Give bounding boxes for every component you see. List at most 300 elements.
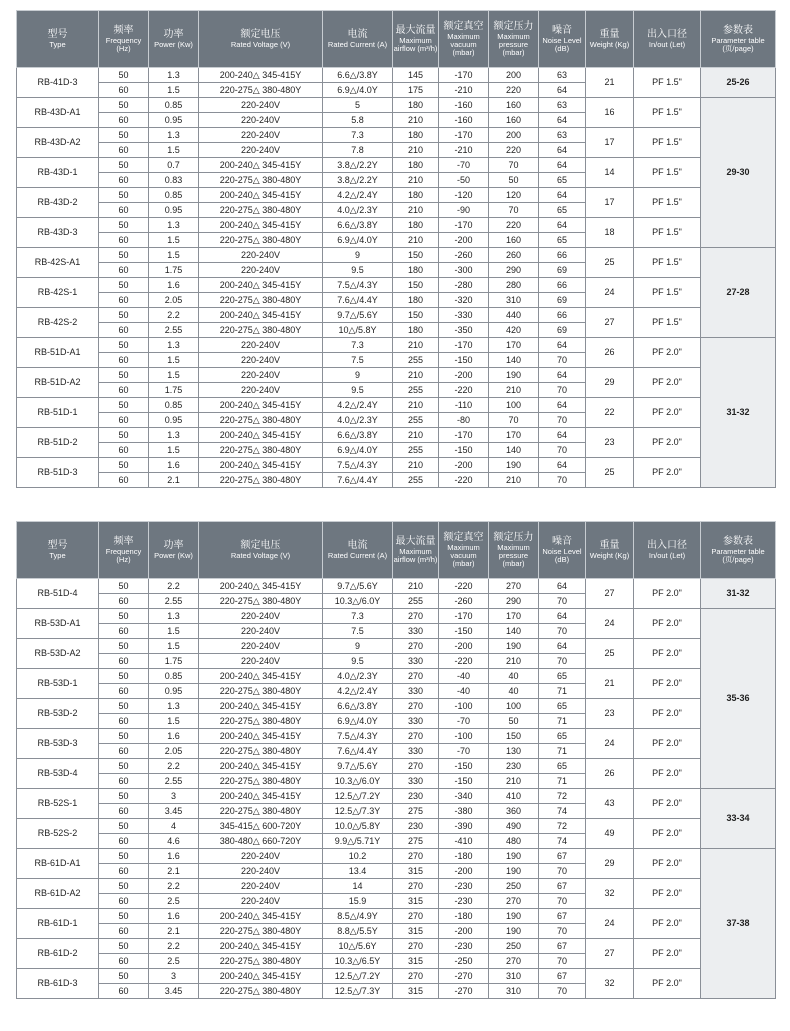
port-cell: PF 2.0" (634, 699, 701, 729)
pressure-cell: 160 (489, 113, 539, 128)
pressure-cell: 220 (489, 143, 539, 158)
freq-cell: 60 (99, 143, 149, 158)
current-cell: 6.9△/4.0Y (323, 233, 393, 248)
model-cell: RB-61D-A1 (17, 849, 99, 879)
table-row (17, 458, 776, 473)
current-cell: 14 (323, 879, 393, 894)
weight-cell: 23 (586, 699, 634, 729)
header-pressure-en: Maximum pressure (mbar) (497, 543, 530, 568)
noise-cell: 64 (539, 83, 586, 98)
vacuum-cell: -350 (439, 323, 489, 338)
power-cell: 1.5 (149, 83, 199, 98)
airflow-cell: 255 (393, 443, 439, 458)
model-cell: RB-43D-2 (17, 188, 99, 218)
airflow-cell: 180 (393, 293, 439, 308)
power-cell: 0.95 (149, 413, 199, 428)
airflow-cell: 270 (393, 609, 439, 624)
port-cell: PF 2.0" (634, 338, 701, 368)
power-cell: 1.3 (149, 128, 199, 143)
current-cell: 7.5 (323, 624, 393, 639)
airflow-cell: 210 (393, 368, 439, 383)
voltage-cell: 200-240△ 345-415Y (199, 789, 323, 804)
current-cell: 4.2△/2.4Y (323, 188, 393, 203)
vacuum-cell: -220 (439, 473, 489, 488)
voltage-cell: 200-240△ 345-415Y (199, 759, 323, 774)
header-voltage-en: Rated Voltage (V) (230, 40, 291, 49)
header-freq-zh: 频率 (113, 536, 134, 547)
table-row (17, 969, 776, 984)
vacuum-cell: -40 (439, 684, 489, 699)
header-vacuum-en: Maximum vacuum (mbar) (447, 543, 480, 568)
header-current-zh: 电流 (347, 540, 368, 551)
vacuum-cell: -150 (439, 759, 489, 774)
noise-cell: 64 (539, 579, 586, 594)
weight-cell: 43 (586, 789, 634, 819)
airflow-cell: 270 (393, 699, 439, 714)
airflow-cell: 315 (393, 984, 439, 999)
vacuum-cell: -200 (439, 639, 489, 654)
current-cell: 9.5 (323, 654, 393, 669)
model-cell: RB-43D-A2 (17, 128, 99, 158)
model-cell: RB-52S-2 (17, 819, 99, 849)
airflow-cell: 315 (393, 894, 439, 909)
header-voltage (199, 11, 323, 68)
power-cell: 1.75 (149, 654, 199, 669)
airflow-cell: 210 (393, 143, 439, 158)
model-cell: RB-61D-1 (17, 909, 99, 939)
airflow-cell: 270 (393, 969, 439, 984)
voltage-cell: 200-240△ 345-415Y (199, 278, 323, 293)
power-cell: 0.85 (149, 398, 199, 413)
weight-cell: 27 (586, 308, 634, 338)
header-freq (99, 522, 149, 579)
voltage-cell: 220-240V (199, 879, 323, 894)
current-cell: 9.5 (323, 383, 393, 398)
noise-cell: 65 (539, 233, 586, 248)
page-ref-cell: 29-30 (701, 98, 776, 248)
voltage-cell: 220-275△ 380-480Y (199, 984, 323, 999)
freq-cell: 60 (99, 443, 149, 458)
power-cell: 3.45 (149, 804, 199, 819)
model-cell: RB-51D-2 (17, 428, 99, 458)
port-cell: PF 1.5" (634, 158, 701, 188)
voltage-cell: 200-240△ 345-415Y (199, 699, 323, 714)
weight-cell: 25 (586, 458, 634, 488)
pressure-cell: 260 (489, 248, 539, 263)
current-cell: 6.9△/4.0Y (323, 443, 393, 458)
vacuum-cell: -200 (439, 368, 489, 383)
voltage-cell: 220-240V (199, 609, 323, 624)
noise-cell: 67 (539, 909, 586, 924)
vacuum-cell: -120 (439, 188, 489, 203)
voltage-cell: 220-275△ 380-480Y (199, 173, 323, 188)
airflow-cell: 330 (393, 624, 439, 639)
pressure-cell: 310 (489, 984, 539, 999)
header-weight-en: Weight (Kg) (589, 551, 630, 560)
header-airflow (393, 522, 439, 579)
freq-cell: 60 (99, 864, 149, 879)
airflow-cell: 175 (393, 83, 439, 98)
header-power (149, 11, 199, 68)
voltage-cell: 380-480△ 660-720Y (199, 834, 323, 849)
pressure-cell: 490 (489, 819, 539, 834)
model-cell: RB-43D-1 (17, 158, 99, 188)
current-cell: 7.3 (323, 128, 393, 143)
freq-cell: 50 (99, 98, 149, 113)
header-pages-zh: 参数表 (723, 25, 753, 36)
header-port (634, 522, 701, 579)
voltage-cell: 220-275△ 380-480Y (199, 684, 323, 699)
noise-cell: 64 (539, 368, 586, 383)
pressure-cell: 50 (489, 714, 539, 729)
voltage-cell: 220-275△ 380-480Y (199, 954, 323, 969)
vacuum-cell: -210 (439, 143, 489, 158)
freq-cell: 60 (99, 684, 149, 699)
pressure-cell: 140 (489, 443, 539, 458)
port-cell: PF 2.0" (634, 579, 701, 609)
pressure-cell: 160 (489, 98, 539, 113)
pressure-cell: 190 (489, 909, 539, 924)
freq-cell: 60 (99, 954, 149, 969)
header-power-zh: 功率 (163, 540, 184, 551)
table-body (17, 68, 776, 488)
table-row (17, 909, 776, 924)
vacuum-cell: -320 (439, 293, 489, 308)
voltage-cell: 220-275△ 380-480Y (199, 443, 323, 458)
airflow-cell: 270 (393, 639, 439, 654)
airflow-cell: 180 (393, 158, 439, 173)
power-cell: 3 (149, 969, 199, 984)
current-cell: 7.5△/4.3Y (323, 729, 393, 744)
vacuum-cell: -260 (439, 248, 489, 263)
model-cell: RB-53D-A1 (17, 609, 99, 639)
current-cell: 12.5△/7.3Y (323, 984, 393, 999)
current-cell: 4.0△/2.3Y (323, 669, 393, 684)
power-cell: 1.6 (149, 278, 199, 293)
vacuum-cell: -50 (439, 173, 489, 188)
vacuum-cell: -70 (439, 744, 489, 759)
pressure-cell: 210 (489, 654, 539, 669)
header-vacuum-zh: 额定真空 (443, 21, 484, 32)
noise-cell: 72 (539, 819, 586, 834)
power-cell: 2.1 (149, 924, 199, 939)
weight-cell: 17 (586, 188, 634, 218)
power-cell: 1.3 (149, 68, 199, 83)
voltage-cell: 220-240V (199, 353, 323, 368)
current-cell: 13.4 (323, 864, 393, 879)
power-cell: 2.1 (149, 473, 199, 488)
power-cell: 2.55 (149, 774, 199, 789)
weight-cell: 32 (586, 879, 634, 909)
freq-cell: 50 (99, 248, 149, 263)
table-row (17, 609, 776, 624)
model-cell: RB-51D-A1 (17, 338, 99, 368)
header-airflow-zh: 最大流量 (395, 25, 436, 36)
freq-cell: 50 (99, 729, 149, 744)
power-cell: 2.2 (149, 308, 199, 323)
current-cell: 6.6△/3.8Y (323, 699, 393, 714)
port-cell: PF 1.5" (634, 188, 701, 218)
current-cell: 7.8 (323, 143, 393, 158)
vacuum-cell: -170 (439, 68, 489, 83)
voltage-cell: 220-240V (199, 248, 323, 263)
table-row (17, 158, 776, 173)
voltage-cell: 220-240V (199, 98, 323, 113)
model-cell: RB-51D-3 (17, 458, 99, 488)
header-freq-en: Frequency (Hz) (105, 547, 142, 564)
current-cell: 9.5 (323, 263, 393, 278)
voltage-cell: 220-275△ 380-480Y (199, 804, 323, 819)
freq-cell: 60 (99, 173, 149, 188)
pressure-cell: 190 (489, 368, 539, 383)
noise-cell: 65 (539, 729, 586, 744)
model-cell: RB-61D-A2 (17, 879, 99, 909)
table-row (17, 699, 776, 714)
power-cell: 4.6 (149, 834, 199, 849)
power-cell: 1.3 (149, 609, 199, 624)
pressure-cell: 310 (489, 969, 539, 984)
airflow-cell: 145 (393, 68, 439, 83)
current-cell: 9.9△/5.71Y (323, 834, 393, 849)
header-weight (586, 11, 634, 68)
current-cell: 6.6△/3.8Y (323, 68, 393, 83)
airflow-cell: 330 (393, 654, 439, 669)
power-cell: 1.5 (149, 233, 199, 248)
vacuum-cell: -100 (439, 729, 489, 744)
voltage-cell: 200-240△ 345-415Y (199, 68, 323, 83)
power-cell: 1.5 (149, 624, 199, 639)
header-port-en: In/out (Let) (648, 40, 686, 49)
header-current (323, 11, 393, 68)
current-cell: 10△/5.8Y (323, 323, 393, 338)
freq-cell: 60 (99, 744, 149, 759)
table-row (17, 669, 776, 684)
header-voltage (199, 522, 323, 579)
airflow-cell: 275 (393, 834, 439, 849)
airflow-cell: 330 (393, 714, 439, 729)
noise-cell: 74 (539, 804, 586, 819)
port-cell: PF 1.5" (634, 128, 701, 158)
freq-cell: 50 (99, 789, 149, 804)
vacuum-cell: -230 (439, 939, 489, 954)
header-pressure-en: Maximum pressure (mbar) (497, 32, 530, 57)
freq-cell: 50 (99, 158, 149, 173)
port-cell: PF 2.0" (634, 969, 701, 999)
airflow-cell: 270 (393, 879, 439, 894)
freq-cell: 60 (99, 834, 149, 849)
pressure-cell: 70 (489, 203, 539, 218)
power-cell: 1.75 (149, 383, 199, 398)
weight-cell: 14 (586, 158, 634, 188)
noise-cell: 74 (539, 834, 586, 849)
noise-cell: 64 (539, 428, 586, 443)
pressure-cell: 250 (489, 879, 539, 894)
weight-cell: 27 (586, 579, 634, 609)
vacuum-cell: -170 (439, 428, 489, 443)
noise-cell: 71 (539, 744, 586, 759)
header-port (634, 11, 701, 68)
pressure-cell: 100 (489, 699, 539, 714)
pressure-cell: 200 (489, 68, 539, 83)
voltage-cell: 220-240V (199, 894, 323, 909)
freq-cell: 50 (99, 188, 149, 203)
spec-table-2 (16, 521, 776, 999)
table-row (17, 579, 776, 594)
noise-cell: 70 (539, 413, 586, 428)
voltage-cell: 220-240V (199, 639, 323, 654)
page-ref-cell: 27-28 (701, 248, 776, 338)
noise-cell: 67 (539, 939, 586, 954)
freq-cell: 60 (99, 473, 149, 488)
vacuum-cell: -70 (439, 158, 489, 173)
vacuum-cell: -150 (439, 353, 489, 368)
voltage-cell: 200-240△ 345-415Y (199, 458, 323, 473)
table-row (17, 729, 776, 744)
vacuum-cell: -200 (439, 864, 489, 879)
table-row (17, 188, 776, 203)
table-header (17, 11, 776, 68)
table-row (17, 789, 776, 804)
model-cell: RB-42S-1 (17, 278, 99, 308)
port-cell: PF 2.0" (634, 609, 701, 639)
noise-cell: 71 (539, 684, 586, 699)
weight-cell: 16 (586, 98, 634, 128)
vacuum-cell: -100 (439, 699, 489, 714)
header-weight-en: Weight (Kg) (589, 40, 630, 49)
weight-cell: 22 (586, 398, 634, 428)
airflow-cell: 255 (393, 413, 439, 428)
freq-cell: 50 (99, 579, 149, 594)
weight-cell: 26 (586, 338, 634, 368)
power-cell: 2.5 (149, 954, 199, 969)
model-cell: RB-61D-2 (17, 939, 99, 969)
voltage-cell: 220-240V (199, 624, 323, 639)
power-cell: 2.55 (149, 594, 199, 609)
freq-cell: 50 (99, 669, 149, 684)
power-cell: 1.3 (149, 338, 199, 353)
power-cell: 1.5 (149, 143, 199, 158)
power-cell: 1.6 (149, 909, 199, 924)
pressure-cell: 220 (489, 218, 539, 233)
vacuum-cell: -250 (439, 954, 489, 969)
noise-cell: 67 (539, 969, 586, 984)
freq-cell: 60 (99, 263, 149, 278)
noise-cell: 63 (539, 128, 586, 143)
airflow-cell: 270 (393, 729, 439, 744)
airflow-cell: 210 (393, 233, 439, 248)
header-airflow-en: Maximum airflow (m³/h) (393, 547, 438, 564)
header-port-zh: 出入口径 (647, 540, 687, 551)
noise-cell: 72 (539, 789, 586, 804)
header-pages (701, 11, 776, 68)
header-pressure-zh: 额定压力 (493, 21, 534, 32)
port-cell: PF 2.0" (634, 639, 701, 669)
pressure-cell: 130 (489, 744, 539, 759)
freq-cell: 50 (99, 819, 149, 834)
current-cell: 10.2 (323, 849, 393, 864)
airflow-cell: 180 (393, 98, 439, 113)
model-cell: RB-53D-4 (17, 759, 99, 789)
current-cell: 10.3△/6.0Y (323, 594, 393, 609)
model-cell: RB-51D-4 (17, 579, 99, 609)
header-freq-zh: 频率 (113, 25, 134, 36)
current-cell: 8.8△/5.5Y (323, 924, 393, 939)
header-noise (539, 522, 586, 579)
weight-cell: 17 (586, 128, 634, 158)
power-cell: 1.5 (149, 368, 199, 383)
airflow-cell: 330 (393, 774, 439, 789)
noise-cell: 65 (539, 669, 586, 684)
vacuum-cell: -410 (439, 834, 489, 849)
port-cell: PF 2.0" (634, 398, 701, 428)
power-cell: 2.05 (149, 293, 199, 308)
voltage-cell: 220-240V (199, 128, 323, 143)
noise-cell: 70 (539, 383, 586, 398)
port-cell: PF 2.0" (634, 939, 701, 969)
freq-cell: 50 (99, 759, 149, 774)
voltage-cell: 220-275△ 380-480Y (199, 293, 323, 308)
freq-cell: 50 (99, 939, 149, 954)
freq-cell: 50 (99, 428, 149, 443)
pressure-cell: 220 (489, 83, 539, 98)
header-airflow (393, 11, 439, 68)
pressure-cell: 120 (489, 188, 539, 203)
vacuum-cell: -40 (439, 669, 489, 684)
current-cell: 6.9△/4.0Y (323, 83, 393, 98)
voltage-cell: 220-240V (199, 338, 323, 353)
vacuum-cell: -90 (439, 203, 489, 218)
voltage-cell: 200-240△ 345-415Y (199, 909, 323, 924)
current-cell: 7.6△/4.4Y (323, 293, 393, 308)
power-cell: 1.75 (149, 263, 199, 278)
voltage-cell: 220-240V (199, 654, 323, 669)
freq-cell: 50 (99, 458, 149, 473)
voltage-cell: 220-240V (199, 864, 323, 879)
weight-cell: 24 (586, 609, 634, 639)
freq-cell: 60 (99, 774, 149, 789)
pressure-cell: 270 (489, 579, 539, 594)
header-weight-zh: 重量 (599, 540, 620, 551)
header-airflow-en: Maximum airflow (m³/h) (393, 36, 438, 53)
page-ref-cell: 35-36 (701, 609, 776, 789)
airflow-cell: 270 (393, 849, 439, 864)
table-row (17, 819, 776, 834)
noise-cell: 65 (539, 759, 586, 774)
port-cell: PF 1.5" (634, 278, 701, 308)
freq-cell: 50 (99, 609, 149, 624)
airflow-cell: 315 (393, 864, 439, 879)
port-cell: PF 1.5" (634, 308, 701, 338)
vacuum-cell: -220 (439, 383, 489, 398)
header-type (17, 11, 99, 68)
table-row (17, 639, 776, 654)
weight-cell: 23 (586, 428, 634, 458)
vacuum-cell: -390 (439, 819, 489, 834)
header-vacuum-en: Maximum vacuum (mbar) (447, 32, 480, 57)
power-cell: 0.95 (149, 684, 199, 699)
vacuum-cell: -270 (439, 984, 489, 999)
noise-cell: 70 (539, 924, 586, 939)
freq-cell: 60 (99, 203, 149, 218)
weight-cell: 18 (586, 218, 634, 248)
port-cell: PF 2.0" (634, 879, 701, 909)
airflow-cell: 210 (393, 338, 439, 353)
power-cell: 1.3 (149, 699, 199, 714)
voltage-cell: 220-275△ 380-480Y (199, 744, 323, 759)
noise-cell: 65 (539, 203, 586, 218)
noise-cell: 64 (539, 188, 586, 203)
table-row (17, 98, 776, 113)
